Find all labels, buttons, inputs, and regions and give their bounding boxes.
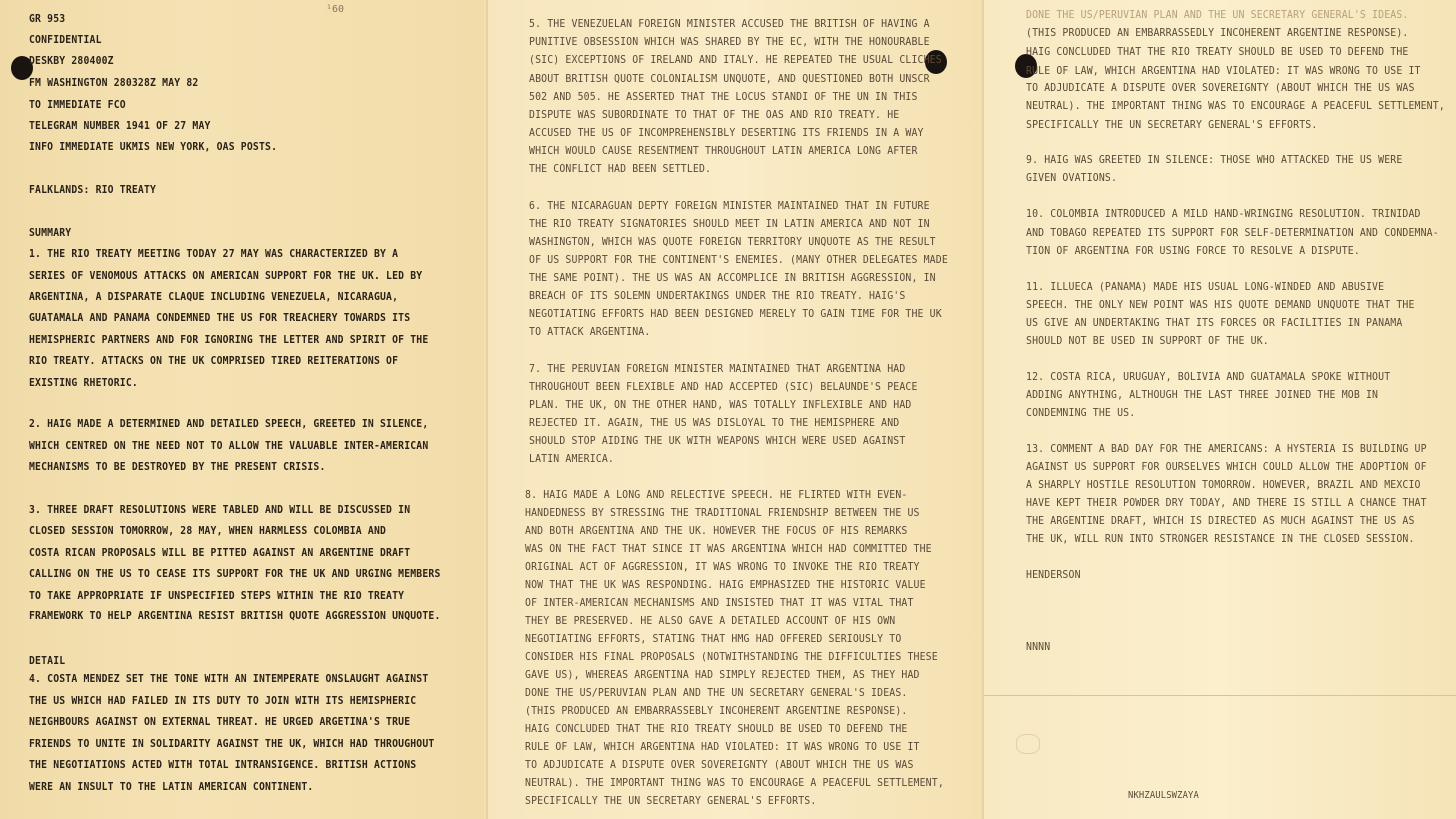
text-line: TO ATTACK ARGENTINA. [529,326,651,338]
text-line: CLOSED SESSION TOMORROW, 28 MAY, WHEN HARMLESS COLOMBIA AND [29,525,387,537]
text-line: WAS ON THE FACT THAT SINCE IT WAS ARGENTINA WHICH HAD COMMITTED THE [525,543,932,555]
text-line: RULE OF LAW, WHICH ARGENTINA HAD VIOLATED: IT WAS WRONG TO USE IT [1026,65,1421,77]
text-line: SERIES OF VENOMOUS ATTACKS ON AMERICAN SUPPORT FOR THE UK. LED BY [29,270,423,282]
text-line: THE US WHICH HAD FAILED IN ITS DUTY TO JOIN WITH ITS HEMISPHERIC [29,695,417,707]
text-line: AND BOTH ARGENTINA AND THE UK. HOWEVER THE FOCUS OF HIS REMARKS [525,525,908,537]
telegram-page-3 [982,0,1456,819]
text-line: INFO IMMEDIATE UKMIS NEW YORK, OAS POSTS. [29,141,278,153]
text-line: TO IMMEDIATE FCO [29,99,126,111]
text-line: NOW THAT THE UK WAS RESPONDING. HAIG EMPHASIZED THE HISTORIC VALUE [525,579,926,591]
text-line: HANDEDNESS BY STRESSING THE TRADITIONAL FRIENDSHIP BETWEEN THE US [525,507,920,519]
text-line: DONE THE US/PERUVIAN PLAN AND THE UN SECRETARY GENERAL'S IDEAS. [1026,9,1409,21]
text-line: THE NEGOTIATIONS ACTED WITH TOTAL INTRANSIGENCE. BRITISH ACTIONS [29,759,417,771]
text-line: THE RIO TREATY SIGNATORIES SHOULD MEET IN LATIN AMERICA AND NOT IN [529,218,930,230]
text-line: SHOULD NOT BE USED IN SUPPORT OF THE UK. [1026,335,1269,347]
text-line: WHICH WOULD CAUSE RESENTMENT THROUGHOUT LATIN AMERICA LONG AFTER [529,145,918,157]
text-line: THROUGHOUT BEEN FLEXIBLE AND HAD ACCEPTED (SIC) BELAUNDE'S PEACE [529,381,918,393]
text-line: US GIVE AN UNDERTAKING THAT ITS FORCES OR FACILITIES IN PANAMA [1026,317,1403,329]
text-line: RULE OF LAW, WHICH ARGENTINA HAD VIOLATED: IT WAS WRONG TO USE IT [525,741,920,753]
text-line: TO ADJUDICATE A DISPUTE OVER SOVEREIGNTY (ABOUT WHICH THE US WAS [1026,82,1415,94]
text-line: COSTA RICAN PROPOSALS WILL BE PITTED AGAINST AN ARGENTINE DRAFT [29,547,411,559]
text-line: CALLING ON THE US TO CEASE ITS SUPPORT FOR THE UK AND URGING MEMBERS [29,568,441,580]
text-line: EXISTING RHETORIC. [29,377,138,389]
text-line: GAVE US), WHEREAS ARGENTINA HAD SIMPLY REJECTED THEM, AS THEY HAD [525,669,920,681]
text-line: WERE AN INSULT TO THE LATIN AMERICAN CONTINENT. [29,781,314,793]
text-line: ORIGINAL ACT OF AGGRESSION, IT WAS WRONG TO INVOKE THE RIO TREATY [525,561,920,573]
text-line: ABOUT BRITISH QUOTE COLONIALISM UNQUOTE, AND QUESTIONED BOTH UNSCR [529,73,930,85]
text-line: 12. COSTA RICA, URUGUAY, BOLIVIA AND GUATAMALA SPOKE WITHOUT [1026,371,1391,383]
text-line: SPEECH. THE ONLY NEW POINT WAS HIS QUOTE DEMAND UNQUOTE THAT THE [1026,299,1415,311]
text-line: SPECIFICALLY THE UN SECRETARY GENERAL'S EFFORTS. [525,795,817,807]
text-line: DETAIL [29,655,66,667]
text-line: 13. COMMENT A BAD DAY FOR THE AMERICANS: A HYSTERIA IS BUILDING UP [1026,443,1427,455]
text-line: WHICH CENTRED ON THE NEED NOT TO ALLOW THE VALUABLE INTER-AMERICAN [29,440,429,452]
text-line: 4. COSTA MENDEZ SET THE TONE WITH AN INTEMPERATE ONSLAUGHT AGAINST [29,673,429,685]
text-line: HAIG CONCLUDED THAT THE RIO TREATY SHOULD BE USED TO DEFEND THE [1026,46,1409,58]
text-line: TO ADJUDICATE A DISPUTE OVER SOVEREIGNTY (ABOUT WHICH THE US WAS [525,759,914,771]
text-line: ADDING ANYTHING, ALTHOUGH THE LAST THREE JOINED THE MOB IN [1026,389,1379,401]
text-line: (THIS PRODUCED AN EMBARRASSEDLY INCOHERENT ARGENTINE RESPONSE). [1026,27,1409,39]
faint-stamp [1016,734,1040,754]
text-line: LATIN AMERICA. [529,453,615,465]
text-line: CONSIDER HIS FINAL PROPOSALS (NOTWITHSTANDING THE DIFFICULTIES THESE [525,651,938,663]
text-line: THE ARGENTINE DRAFT, WHICH IS DIRECTED AS MUCH AGAINST THE US AS [1026,515,1415,527]
text-line: GUATAMALA AND PANAMA CONDEMNED THE US FOR TREACHERY TOWARDS ITS [29,312,411,324]
text-line: DESKBY 280400Z [29,55,114,67]
text-line: FALKLANDS: RIO TREATY [29,184,157,196]
text-line: MECHANISMS TO BE DESTROYED BY THE PRESENT CRISIS. [29,461,326,473]
text-line: HAIG CONCLUDED THAT THE RIO TREATY SHOULD BE USED TO DEFEND THE [525,723,908,735]
text-line: PLAN. THE UK, ON THE OTHER HAND, WAS TOTALLY INFLEXIBLE AND HAD [529,399,912,411]
text-line: 7. THE PERUVIAN FOREIGN MINISTER MAINTAINED THAT ARGENTINA HAD [529,363,906,375]
text-line: 11. ILLUECA (PANAMA) MADE HIS USUAL LONG-WINDED AND ABUSIVE [1026,281,1385,293]
text-line: 5. THE VENEZUELAN FOREIGN MINISTER ACCUSED THE BRITISH OF HAVING A [529,18,930,30]
text-line: (SIC) EXCEPTIONS OF IRELAND AND ITALY. HE REPEATED THE USUAL CLICHES [529,54,942,66]
text-line: OF US SUPPORT FOR THE CONTINENT'S ENEMIES. (MANY OTHER DELEGATES MADE [529,254,948,266]
text-line: SHOULD STOP AIDING THE UK WITH WEAPONS WHICH WERE USED AGAINST [529,435,906,447]
text-line: TELEGRAM NUMBER 1941 OF 27 MAY [29,120,211,132]
page-number-mark: ¹60 [326,4,345,15]
text-line: THE CONFLICT HAD BEEN SETTLED. [529,163,712,175]
text-line: HAVE KEPT THEIR POWDER DRY TODAY, AND THERE IS STILL A CHANCE THAT [1026,497,1427,509]
text-line: FM WASHINGTON 280328Z MAY 82 [29,77,199,89]
text-line: 2. HAIG MADE A DETERMINED AND DETAILED SPEECH, GREETED IN SILENCE, [29,418,429,430]
text-line: HEMISPHERIC PARTNERS AND FOR IGNORING THE LETTER AND SPIRIT OF THE [29,334,429,346]
fold-line [984,695,1456,696]
telegram-page-2 [486,0,980,819]
text-line: WASHINGTON, WHICH WAS QUOTE FOREIGN TERRITORY UNQUOTE AS THE RESULT [529,236,936,248]
text-line: CONFIDENTIAL [29,34,102,46]
text-line: NEUTRAL). THE IMPORTANT THING WAS TO ENCOURAGE A PEACEFUL SETTLEMENT, [1026,100,1445,112]
footer-code: NKHZAULSWZAYA [1128,790,1199,801]
signature-line: HENDERSON [1026,569,1081,581]
telegram-page-1 [0,0,484,819]
text-line: (THIS PRODUCED AN EMBARRASSEBLY INCOHERENT ARGENTINE RESPONSE). [525,705,908,717]
text-line: NEGOTIATING EFFORTS, STATING THAT HMG HAD OFFERED SERIOUSLY TO [525,633,902,645]
text-line: THE UK, WILL RUN INTO STRONGER RESISTANCE IN THE CLOSED SESSION. [1026,533,1415,545]
text-line: SUMMARY [29,227,72,239]
text-line: REJECTED IT. AGAIN, THE US WAS DISLOYAL TO THE HEMISPHERE AND [529,417,900,429]
text-line: SPECIFICALLY THE UN SECRETARY GENERAL'S EFFORTS. [1026,119,1318,131]
text-line: DISPUTE WAS SUBORDINATE TO THAT OF THE OAS AND RIO TREATY. HE [529,109,900,121]
text-line: 8. HAIG MADE A LONG AND RELECTIVE SPEECH. HE FLIRTED WITH EVEN- [525,489,908,501]
text-line: NEGOTIATING EFFORTS HAD BEEN DESIGNED MERELY TO GAIN TIME FOR THE UK [529,308,942,320]
text-line: NEUTRAL). THE IMPORTANT THING WAS TO ENCOURAGE A PEACEFUL SETTLEMENT, [525,777,944,789]
text-line: A SHARPLY HOSTILE RESOLUTION TOMORROW. HOWEVER, BRAZIL AND MEXCIO [1026,479,1421,491]
text-line: BREACH OF ITS SOLEMN UNDERTAKINGS UNDER THE RIO TREATY. HAIG'S [529,290,906,302]
text-line: GR 953 [29,13,66,25]
text-line: 10. COLOMBIA INTRODUCED A MILD HAND-WRINGING RESOLUTION. TRINIDAD [1026,208,1421,220]
text-line: 3. THREE DRAFT RESOLUTIONS WERE TABLED AND WILL BE DISCUSSED IN [29,504,411,516]
text-line: 502 AND 505. HE ASSERTED THAT THE LOCUS STANDI OF THE UN IN THIS [529,91,918,103]
text-line: TION OF ARGENTINA FOR USING FORCE TO RESOLVE A DISPUTE. [1026,245,1360,257]
text-line: RIO TREATY. ATTACKS ON THE UK COMPRISED TIRED REITERATIONS OF [29,355,399,367]
text-line: PUNITIVE OBSESSION WHICH WAS SHARED BY THE EC, WITH THE HONOURABLE [529,36,930,48]
text-line: AGAINST US SUPPORT FOR OURSELVES WHICH COULD ALLOW THE ADOPTION OF [1026,461,1427,473]
end-marker: NNNN [1026,641,1051,653]
text-line: 6. THE NICARAGUAN DEPTY FOREIGN MINISTER MAINTAINED THAT IN FUTURE [529,200,930,212]
text-line: CONDEMNING THE US. [1026,407,1136,419]
text-line: THE SAME POINT). THE US WAS AN ACCOMPLICE IN BRITISH AGGRESSION, IN [529,272,936,284]
text-line: ARGENTINA, A DISPARATE CLAQUE INCLUDING VENEZUELA, NICARAGUA, [29,291,399,303]
text-line: AND TOBAGO REPEATED ITS SUPPORT FOR SELF-DETERMINATION AND CONDEMNA- [1026,227,1439,239]
text-line: FRIENDS TO UNITE IN SOLIDARITY AGAINST THE UK, WHICH HAD THROUGHOUT [29,738,435,750]
text-line: OF INTER-AMERICAN MECHANISMS AND INSISTED THAT IT WAS VITAL THAT [525,597,914,609]
text-line: GIVEN OVATIONS. [1026,172,1118,184]
text-line: FRAMEWORK TO HELP ARGENTINA RESIST BRITISH QUOTE AGGRESSION UNQUOTE. [29,610,441,622]
text-line: DONE THE US/PERUVIAN PLAN AND THE UN SECRETARY GENERAL'S IDEAS. [525,687,908,699]
text-line: TO TAKE APPROPRIATE IF UNSPECIFIED STEPS WITHIN THE RIO TREATY [29,590,405,602]
text-line: THEY BE PRESERVED. HE ALSO GAVE A DETAILED ACCOUNT OF HIS OWN [525,615,896,627]
text-line: 9. HAIG WAS GREETED IN SILENCE: THOSE WHO ATTACKED THE US WERE [1026,154,1403,166]
text-line: ACCUSED THE US OF INCOMPREHENSIBLY DESERTING ITS FRIENDS IN A WAY [529,127,924,139]
text-line: 1. THE RIO TREATY MEETING TODAY 27 MAY WAS CHARACTERIZED BY A [29,248,399,260]
text-line: NEIGHBOURS AGAINST ON EXTERNAL THREAT. HE URGED ARGETINA'S TRUE [29,716,411,728]
